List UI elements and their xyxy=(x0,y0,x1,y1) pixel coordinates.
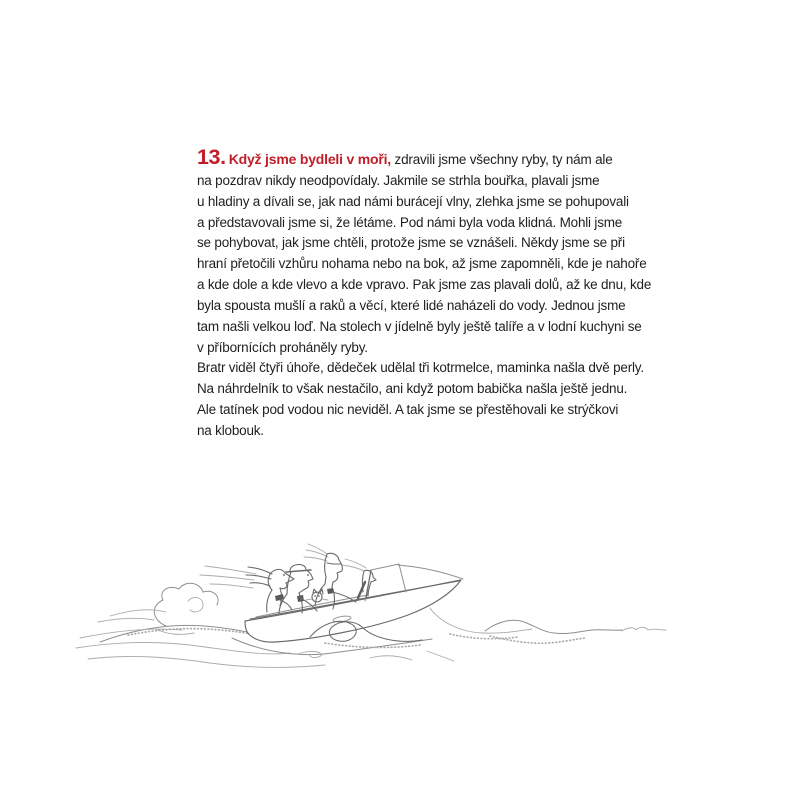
story-line: Bratr viděl čtyři úhoře, dědeček udělal tři kotrmelce, maminka našla dvě perly. xyxy=(197,360,644,376)
story-line: hraní přetočili vzhůru nohama nebo na bok, až jsme zapomněli, kde je nahoře xyxy=(197,256,647,272)
story-line xyxy=(197,145,757,171)
story-line: Ale tatínek pod vodou nic neviděl. A tak jsme se přestěhovali ke strýčkovi xyxy=(197,402,619,418)
chapter-number: 13. xyxy=(197,145,226,169)
chapter-title: Když jsme bydleli v moři, xyxy=(228,151,391,167)
boat-illustration xyxy=(70,530,760,700)
motion-lines xyxy=(200,544,366,588)
boat-hull xyxy=(245,565,463,642)
story-line: u hladiny a dívali se, jak nad námi burácejí vlny, zlehka jsme se pohupovali xyxy=(197,193,629,209)
story-line: a představovali jsme si, že létáme. Pod námi byla voda klidná. Mohli jsme xyxy=(197,214,623,230)
story-line: na klobouk. xyxy=(197,422,264,438)
story-line: byla spousta mušlí a raků a věcí, které lidé naházeli do vody. Jednou jsme xyxy=(197,297,626,313)
story-line: a kde dole a kde vlevo a kde vpravo. Pak jsme zas plavali dolů, až ke dnu, kde xyxy=(197,277,652,293)
story-line: se pohybovat, jak jsme chtěli, protože jsme se vznášeli. Někdy jsme se při xyxy=(197,235,625,251)
story-line: tam našli velkou loď. Na stolech v jídelně byly ještě talíře a v lodní kuchyni se xyxy=(197,318,642,334)
story-paragraph xyxy=(197,145,757,442)
story-line: v příbornících proháněly ryby. xyxy=(197,339,368,355)
splash xyxy=(98,583,218,634)
story-line: na pozdrav nikdy neodpovídaly. Jakmile se strhla bouřka, plavali jsme xyxy=(197,172,600,188)
story-line-text: zdravili jsme všechny ryby, ty nám ale xyxy=(390,152,613,167)
story-line: Na náhrdelník to však nestačilo, ani když potom babička našla ještě jednu. xyxy=(197,381,628,397)
